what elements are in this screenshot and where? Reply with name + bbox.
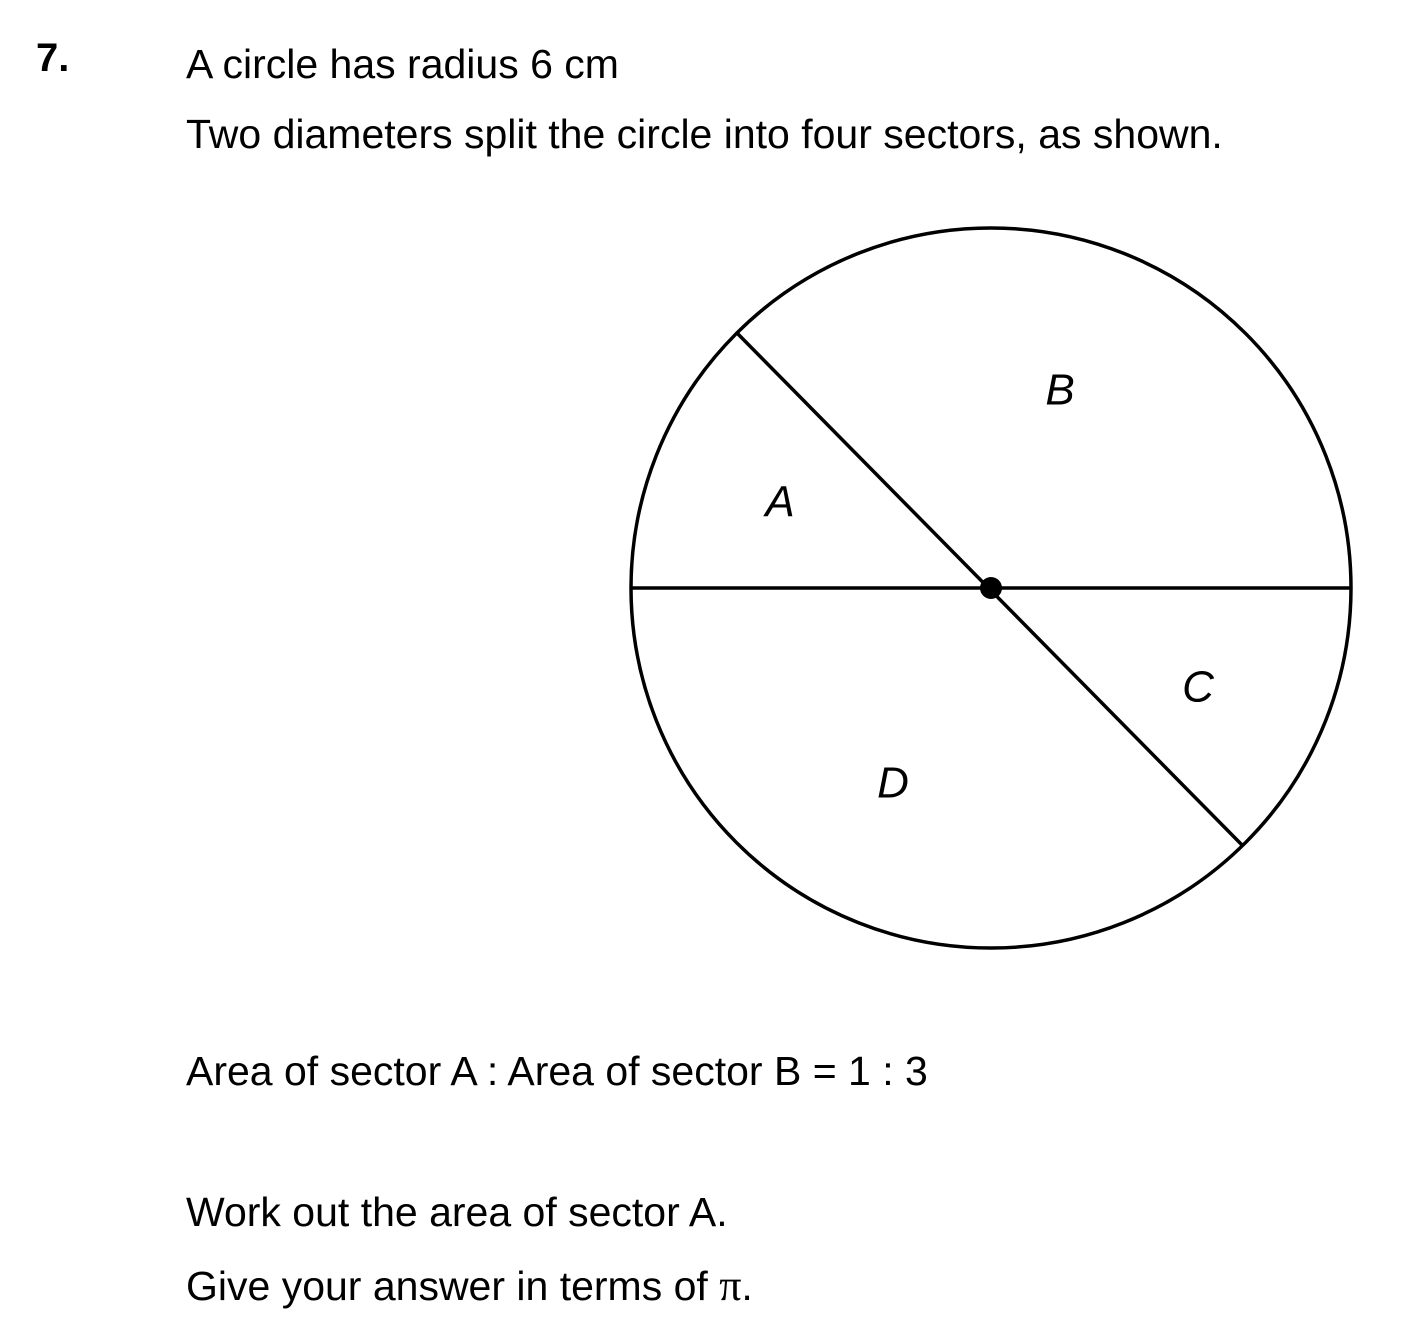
sector-label-d: D [877,758,909,808]
sector-label-b: B [1045,365,1075,415]
sector-label-a: A [765,477,795,527]
question-line-radius: A circle has radius 6 cm [186,41,619,87]
pi-symbol: π [719,1261,742,1310]
sector-label-c: C [1182,662,1214,712]
instruction-text: Work out the area of sector A. [186,1189,728,1235]
question-line-diameters: Two diameters split the circle into four sectors, as shown. [186,111,1223,157]
question-number: 7. [36,36,70,80]
answer-prompt-end: . [741,1263,753,1309]
center-point [980,577,1002,599]
answer-prompt-text: Give your answer in terms of [186,1263,720,1309]
sector-ratio-statement: Area of sector A : Area of sector B = 1 : 3 [186,1048,928,1094]
answer-prompt [186,1261,753,1310]
